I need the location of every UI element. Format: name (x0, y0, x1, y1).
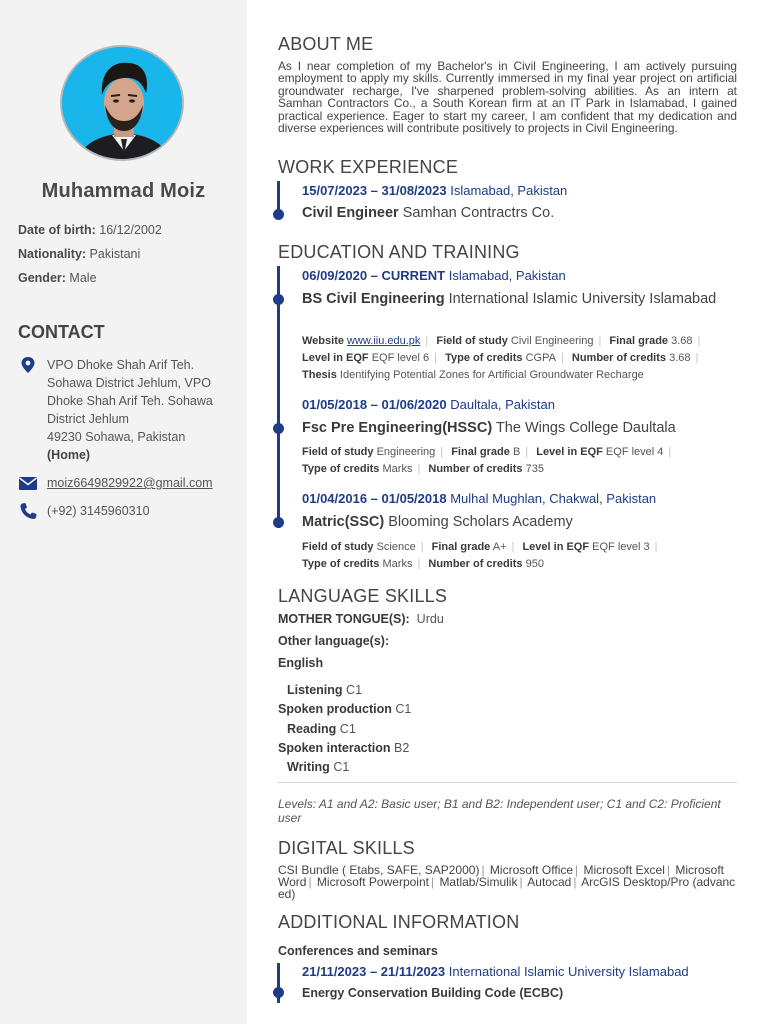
timeline-dot (273, 209, 284, 220)
profile-photo (62, 47, 184, 161)
credits-num-value: 950 (525, 558, 544, 570)
conference-place: International Islamic University Islamabad (448, 964, 689, 979)
profile-name: Muhammad Moiz (41, 180, 206, 202)
work-org: Samhan Contractrs Co. (402, 205, 555, 221)
about-title: ABOUT ME (278, 34, 374, 54)
credits-type-value: Marks (382, 463, 413, 475)
skill-item: CSI Bundle ( Etabs, SAFE, SAP2000) (278, 863, 480, 877)
field-value: Engineering (376, 446, 436, 458)
field-label: Field of study (436, 335, 508, 347)
address-line: Sohawa District Jehlum, VPO (47, 376, 211, 390)
conference-event (302, 986, 563, 1000)
edu-date-row (302, 268, 566, 283)
grade-value: B (512, 446, 521, 458)
website-label: Website (302, 335, 344, 347)
work-role: Civil Engineer (302, 205, 399, 221)
timeline-dot (273, 423, 284, 434)
about-text: As I near completion of my Bachelor's in Civil Engineering, I am actively pursuing employment to apply my skills. Currently immersed in my final year project on artificial groundwater recharge, I've sharpened problem-solving abilities. As an intern at Samhan Contractors Co., a South Korean firm at an IT Park in Islamabad, I gained practical experience. Eager to start my career, I am confident that my dedication and diverse experiences will contribute positively to projects in Civil Engineering. (278, 59, 737, 136)
credits-num-value: 3.68 (669, 352, 691, 364)
edu-title-row (302, 290, 738, 308)
grade-label: Final grade (431, 541, 491, 553)
spoken-production-row (278, 702, 411, 716)
mother-tongue-label: MOTHER TONGUE(S): (278, 612, 410, 626)
gender-row (18, 271, 97, 285)
nationality-label: Nationality: (18, 247, 87, 261)
edu-dates: 01/04/2016 – 01/05/2018 (302, 491, 447, 506)
edu-details: Website www.iiu.edu.pk | Field of study Civil Engineering | Final grade 3.68 | Level in EQF EQF level 6 | Type of credits CGPA | Number of credits 3.68 | Thesis Identifying Potential Zones for Artificial Groundwater Recharge (302, 335, 701, 381)
work-title: WORK EXPERIENCE (278, 157, 459, 177)
skill-item: Matlab/Simulik (439, 875, 518, 889)
eqf-label: Level in EQF (522, 541, 590, 553)
language-title: LANGUAGE SKILLS (278, 586, 448, 606)
listening-label: Listening (287, 683, 343, 697)
grade-label: Final grade (609, 335, 669, 347)
envelope-icon (18, 474, 38, 492)
edu-date-row (302, 397, 555, 412)
grade-value: 3.68 (671, 335, 693, 347)
skill-item: ArcGIS Desktop/Pro (advanced) (278, 875, 736, 901)
timeline-dot (273, 294, 284, 305)
education-timeline (277, 266, 280, 528)
credits-num-label: Number of credits (428, 558, 523, 570)
listening-row (287, 683, 362, 697)
skill-item: Microsoft Powerpoint (316, 875, 429, 889)
spoken-production-value: C1 (395, 702, 412, 716)
address-tag: (Home) (47, 448, 91, 462)
address-line: Dhoke Shah Arif Teh. Sohawa (47, 394, 213, 408)
skill-item: Microsoft Word (278, 863, 725, 889)
phone-value: (+92) 3145960310 (47, 504, 150, 518)
skill-item: Autocad (527, 875, 572, 889)
writing-row (287, 760, 349, 774)
skill-item: Microsoft Excel (583, 863, 665, 877)
edu-org: Blooming Scholars Academy (388, 514, 573, 530)
avatar (60, 45, 184, 161)
conference-event-text: Energy Conservation Building Code (ECBC) (302, 986, 564, 1000)
gender-label: Gender: (18, 271, 66, 285)
language-name (278, 656, 323, 670)
dob-value: 16/12/2002 (99, 223, 162, 237)
nationality-value: Pakistani (89, 247, 141, 261)
mother-tongue-value: Urdu (416, 612, 444, 626)
reading-label: Reading (287, 722, 337, 736)
location-pin-icon (18, 356, 38, 374)
credits-num-value: 735 (525, 463, 544, 475)
additional-title: ADDITIONAL INFORMATION (278, 912, 520, 932)
field-label: Field of study (302, 446, 374, 458)
writing-label: Writing (287, 760, 330, 774)
skill-item: Microsoft Office (489, 863, 574, 877)
contact-title: CONTACT (18, 322, 105, 342)
edu-title-row (302, 514, 573, 530)
edu-degree: BS Civil Engineering (302, 291, 445, 307)
credits-type-label: Type of credits (445, 352, 523, 364)
phone-row (18, 502, 233, 520)
field-value: Civil Engineering (510, 335, 594, 347)
gender-value: Male (69, 271, 97, 285)
work-date-row (302, 183, 567, 198)
spoken-interaction-label: Spoken interaction (278, 741, 391, 755)
digital-title: DIGITAL SKILLS (278, 838, 415, 858)
other-languages-text: Other language(s): (278, 634, 390, 648)
spoken-interaction-row (278, 741, 409, 755)
language-name-text: English (278, 656, 324, 670)
spoken-production-label: Spoken production (278, 702, 392, 716)
edu-dates: 01/05/2018 – 01/06/2020 (302, 397, 447, 412)
edu-dates: 06/09/2020 – CURRENT (302, 268, 446, 283)
edu-details: Field of study Engineering | Final grade B | Level in EQF EQF level 4 | Type of credits Marks | Number of credits 735 (302, 446, 672, 475)
eqf-label: Level in EQF (302, 352, 369, 364)
digital-skills-list: CSI Bundle ( Etabs, SAFE, SAP2000) | Microsoft Office | Microsoft Excel | Microsoft Word | Microsoft Powerpoint | Matlab/Simulik | Autocad | ArcGIS Desktop/Pro (advanced) (278, 863, 736, 901)
phone-icon (18, 502, 38, 520)
work-place: Islamabad, Pakistan (450, 183, 568, 198)
edu-date-row (302, 491, 656, 506)
sidebar (0, 0, 247, 1024)
mother-tongue-row (278, 612, 444, 626)
education-title: EDUCATION AND TRAINING (278, 242, 520, 262)
edu-degree: Fsc Pre Engineering(HSSC) (302, 420, 493, 436)
credits-num-label: Number of credits (428, 463, 523, 475)
edu-degree: Matric(SSC) (302, 514, 385, 530)
address-line: District Jehlum (47, 412, 129, 426)
edu-place: Daultala, Pakistan (450, 397, 555, 412)
address-row (18, 356, 233, 466)
edu-details: Field of study Science | Final grade A+ | Level in EQF EQF level 3 | Type of credits Marks | Number of credits 950 (302, 541, 658, 570)
spoken-interaction-value: B2 (394, 741, 410, 755)
edu-place: Islamabad, Pakistan (448, 268, 566, 283)
dob-row (18, 223, 162, 237)
eqf-value: EQF level 4 (605, 446, 664, 458)
conferences-subtitle-text: Conferences and seminars (278, 944, 438, 958)
work-title-row (302, 205, 554, 221)
thesis-value: Identifying Potential Zones for Artificial Groundwater Recharge (339, 369, 644, 381)
email-row (18, 474, 233, 492)
reading-value: C1 (339, 722, 356, 736)
credits-type-value: CGPA (525, 352, 556, 364)
timeline-dot (273, 517, 284, 528)
credits-type-label: Type of credits (302, 558, 380, 570)
dob-label: Date of birth: (18, 223, 96, 237)
other-languages-label (278, 634, 389, 648)
timeline-dot (273, 987, 284, 998)
levels-note: Levels: A1 and A2: Basic user; B1 and B2: Independent user; C1 and C2: Proficient user (278, 797, 721, 825)
grade-value: A+ (492, 541, 507, 553)
conference-dates: 21/11/2023 – 21/11/2023 (302, 964, 446, 979)
edu-place: Mulhal Mughlan, Chakwal, Pakistan (450, 491, 657, 506)
grade-label: Final grade (451, 446, 510, 458)
credits-type-label: Type of credits (302, 463, 380, 475)
eqf-value: EQF level 6 (371, 352, 430, 364)
edu-org: International Islamic University Islamabad (448, 291, 717, 307)
work-dates: 15/07/2023 – 31/08/2023 (302, 183, 447, 198)
conference-date-row (302, 964, 689, 979)
eqf-value: EQF level 3 (592, 541, 650, 553)
nationality-row (18, 247, 140, 261)
website-link[interactable]: www.iiu.edu.pk (347, 335, 421, 347)
eqf-label: Level in EQF (536, 446, 603, 458)
edu-title-row (302, 420, 676, 436)
writing-value: C1 (333, 760, 350, 774)
divider (278, 782, 737, 783)
email-link[interactable]: moiz6649829922@gmail.com (47, 476, 213, 490)
credits-type-value: Marks (382, 558, 413, 570)
conferences-subtitle (278, 944, 438, 958)
credits-num-label: Number of credits (571, 352, 667, 364)
field-label: Field of study (302, 541, 374, 553)
reading-row (287, 722, 356, 736)
listening-value: C1 (346, 683, 363, 697)
address-line: 49230 Sohawa, Pakistan (47, 430, 186, 444)
address-line: VPO Dhoke Shah Arif Teh. (47, 358, 195, 372)
edu-org: The Wings College Daultala (495, 420, 676, 436)
field-value: Science (376, 541, 416, 553)
thesis-label: Thesis (302, 369, 337, 381)
